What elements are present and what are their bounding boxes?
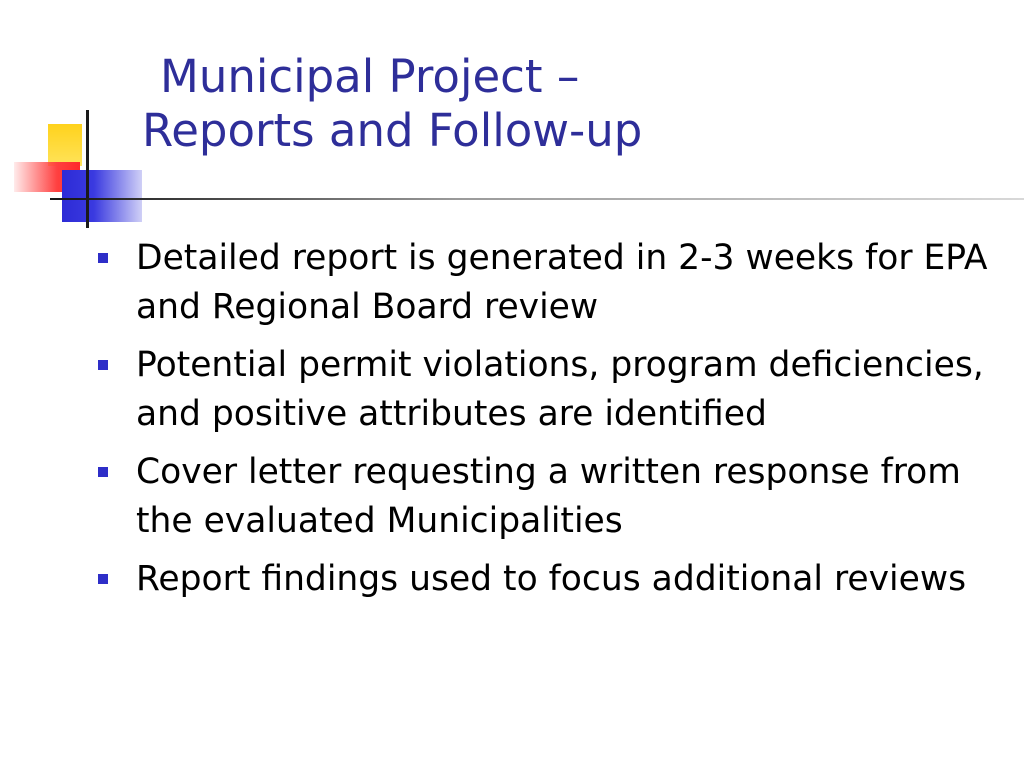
- bullet-item: [98, 555, 998, 604]
- bullet-item: [98, 341, 998, 439]
- ornament-vertical-line: [86, 110, 89, 228]
- bullet-item: [98, 448, 998, 546]
- square-bullet-icon: [98, 574, 108, 584]
- bullet-list: [98, 234, 998, 613]
- bullet-text: Potential permit violations, program deficiencies, and positive attributes are identified: [136, 345, 984, 434]
- bullet-text: Report findings used to focus additional reviews: [136, 559, 967, 599]
- square-bullet-icon: [98, 467, 108, 477]
- title-line-2: Reports and Follow-up: [142, 104, 643, 157]
- bullet-item: [98, 234, 998, 332]
- corner-ornament: [0, 0, 160, 240]
- title-divider: [78, 198, 1024, 200]
- square-bullet-icon: [98, 253, 108, 263]
- ornament-yellow-square: [48, 124, 82, 166]
- bullet-text: Detailed report is generated in 2-3 weeks for EPA and Regional Board review: [136, 238, 988, 327]
- title-line-1: Municipal Project –: [160, 50, 580, 103]
- bullet-text: Cover letter requesting a written response from the evaluated Municipalities: [136, 452, 961, 541]
- slide-title: [142, 50, 643, 158]
- ornament-blue-square: [62, 170, 142, 222]
- square-bullet-icon: [98, 360, 108, 370]
